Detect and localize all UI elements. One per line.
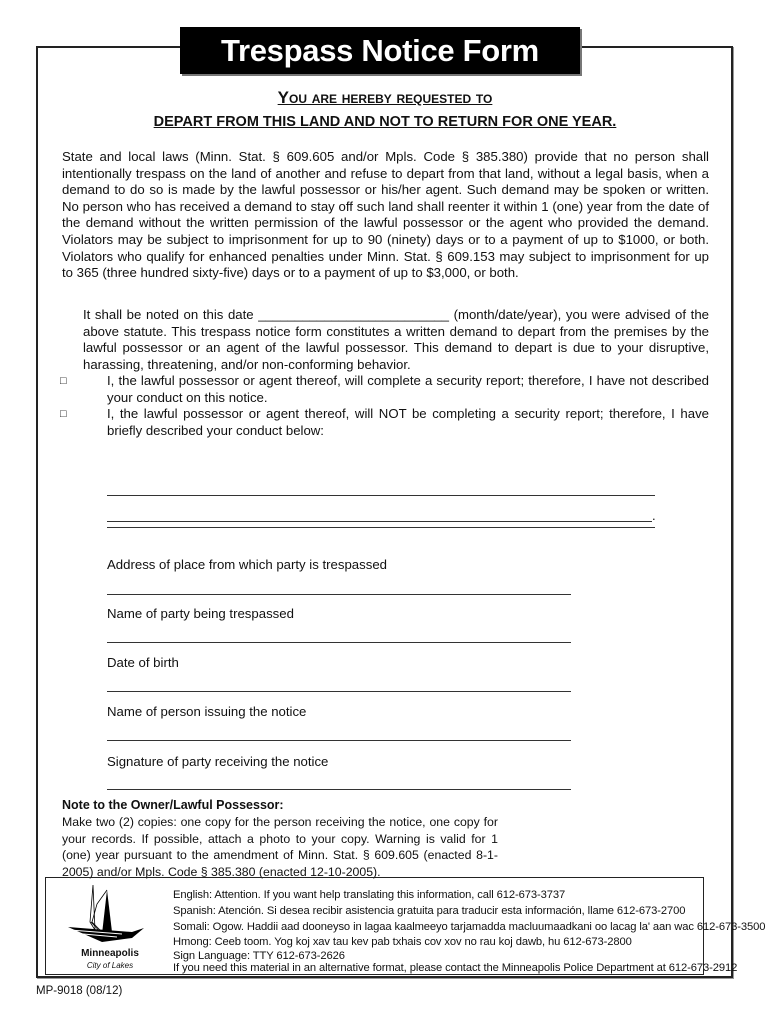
form-number: MP-9018 (08/12) <box>36 985 123 997</box>
address-label: Address of place from which party is trespassed <box>107 557 387 572</box>
address-input-line[interactable] <box>107 594 571 595</box>
sailboat-icon <box>62 882 158 948</box>
date-blank-field[interactable]: __________________________ <box>258 307 449 322</box>
conduct-line-1[interactable] <box>107 495 655 496</box>
no-security-report-label: I, the lawful possessor or agent thereof, will NOT be completing a security report; therefore, I have briefly described your conduct below: <box>107 406 709 438</box>
note-title: Note to the Owner/Lawful Possessor: <box>62 798 284 812</box>
no-security-report-checkbox[interactable]: □ <box>60 408 67 420</box>
conduct-line-2[interactable] <box>107 521 652 522</box>
notice-text-start: It shall be noted on this date <box>83 307 254 322</box>
notice-text-rest: (month/date/year), you were advised of the above statute. This trespass notice form constitutes a written demand to depart from the premises by the lawful possessor or an agent of the lawful possessor. This demand to depart is due to your disruptive, harassing, threatening, and/or non-conforming behavior. <box>83 307 709 372</box>
translation-spanish: Spanish: Atención. Si desea recibir asistencia gratuita para traducir esta información, llame 612-673-2700 <box>173 905 686 917</box>
date-of-birth-input-line[interactable] <box>107 691 571 692</box>
date-of-birth-label: Date of birth <box>107 655 179 670</box>
signature-label: Signature of party receiving the notice <box>107 754 329 769</box>
logo-tagline: City of Lakes <box>86 961 134 970</box>
issuer-name-input-line[interactable] <box>107 740 571 741</box>
notice-paragraph <box>83 307 709 373</box>
conduct-line-period: . <box>652 508 656 523</box>
page-title: Trespass Notice Form <box>221 32 539 68</box>
translation-somali: Somali: Ogow. Haddii aad dooneyso in lagaa kaalmeeyo tarjamadda macluumaadkani oo lacag la' aan wac 612-673-3500 <box>173 921 766 933</box>
security-report-label: I, the lawful possessor or agent thereof, will complete a security report; therefore, I have not described your conduct on this notice. <box>107 373 709 405</box>
heading-line-1: You are hereby requested to <box>277 88 493 107</box>
party-name-label: Name of party being trespassed <box>107 606 294 621</box>
logo-city-name: Minneapolis <box>81 948 139 959</box>
translation-hmong: Hmong: Ceeb toom. Yog koj xav tau kev pab txhais cov xov no rau koj dawb, hu 612-673-2800 <box>173 936 632 948</box>
note-body: Make two (2) copies: one copy for the person receiving the notice, one copy for your records. If possible, attach a photo to your copy. Warning is valid for 1 (one) year pursuant to the amendment of Minn. Stat. § 609.605 (enacted 8-1-2005) and/or Mpls. Code § 385.380 (enacted 12-10-2005). <box>62 815 498 879</box>
alternative-format-notice: If you need this material in an alternative format, please contact the Minneapolis Police Department at 612-673-2912 <box>173 962 738 974</box>
translation-english: English: Attention. If you want help translating this information, call 612-673-3737 <box>173 889 566 901</box>
issuer-name-label: Name of person issuing the notice <box>107 704 307 719</box>
title-banner <box>180 27 580 74</box>
conduct-line-3[interactable] <box>107 527 655 528</box>
signature-input-line[interactable] <box>107 789 571 790</box>
translation-sign-language: Sign Language: TTY 612-673-2626 <box>173 950 345 962</box>
heading-line-2: DEPART FROM THIS LAND AND NOT TO RETURN FOR ONE YEAR. <box>153 114 617 130</box>
security-report-checkbox[interactable]: □ <box>60 375 67 387</box>
party-name-input-line[interactable] <box>107 642 571 643</box>
statute-paragraph: State and local laws (Minn. Stat. § 609.605 and/or Mpls. Code § 385.380) provide that no person shall intentionally trespass on the land of another and refuse to depart from that land, without a legal basis, when a demand to do so is made by the lawful possessor or his/her agent. Such demand may be spoken or written. No person who has received a demand to stay off such land shall reenter it within 1 (one) year from the date of the demand without the written permission of the lawful possessor or the agent who provided the demand. Violators may be subject to imprisonment for up to 90 (ninety) days or to a payment of up to $1000, or both. Violators who qualify for enhanced penalties under Minn. Stat. § 609.153 may subject to imprisonment for up to 365 (three hundred sixty-five) days or to a payment of up to $3,000, or both. <box>62 149 709 281</box>
